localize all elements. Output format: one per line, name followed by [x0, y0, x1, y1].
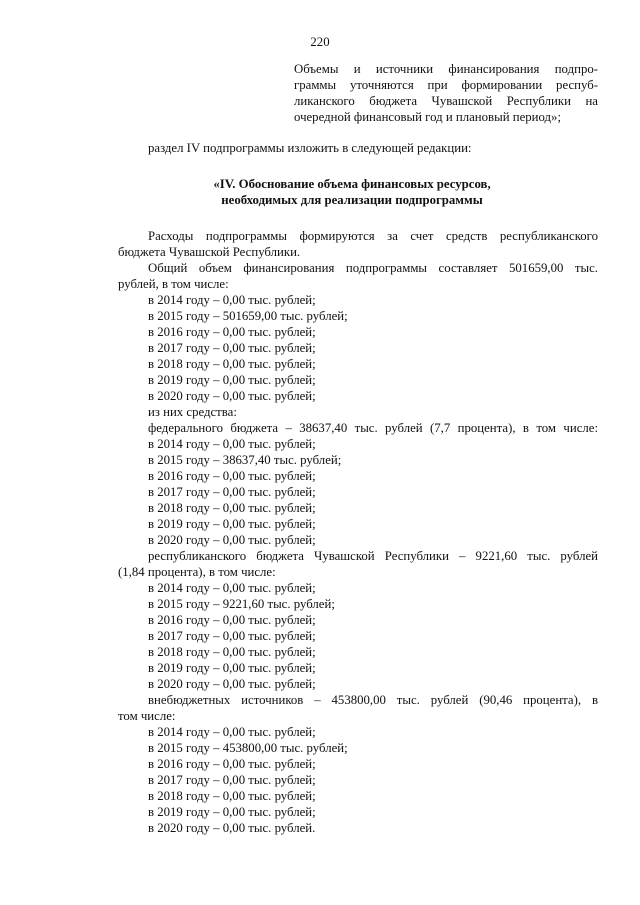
fragment-line: Объемы и источники финансирования подпро-	[294, 62, 598, 76]
of-which-label: из них средства:	[148, 405, 237, 419]
federal-year-item: в 2018 году – 0,00 тыс. рублей;	[148, 501, 316, 515]
republic-year-item: в 2015 году – 9221,60 тыс. рублей;	[148, 597, 335, 611]
extrabudgetary-year-item: в 2014 году – 0,00 тыс. рублей;	[148, 725, 316, 739]
republic-budget-header-line-2: (1,84 процента), в том числе:	[118, 565, 276, 579]
total-year-item: в 2014 году – 0,00 тыс. рублей;	[148, 293, 316, 307]
extrabudgetary-year-item: в 2019 году – 0,00 тыс. рублей;	[148, 805, 316, 819]
republic-year-item: в 2018 году – 0,00 тыс. рублей;	[148, 645, 316, 659]
total-year-item: в 2015 году – 501659,00 тыс. рублей;	[148, 309, 348, 323]
intro-paragraph-1-line-1: Расходы подпрограммы формируются за счет средств республиканского	[148, 229, 598, 243]
intro-paragraph-2-line-1: Общий объем финансирования подпрограммы составляет 501659,00 тыс.	[148, 261, 598, 275]
federal-year-item: в 2019 году – 0,00 тыс. рублей;	[148, 517, 316, 531]
republic-year-item: в 2019 году – 0,00 тыс. рублей;	[148, 661, 316, 675]
fragment-line: ликанского бюджета Чувашской Республики на	[294, 94, 598, 108]
extrabudgetary-year-item: в 2016 году – 0,00 тыс. рублей;	[148, 757, 316, 771]
section-body	[118, 228, 598, 836]
republic-year-item: в 2016 году – 0,00 тыс. рублей;	[148, 613, 316, 627]
total-year-item: в 2019 году – 0,00 тыс. рублей;	[148, 373, 316, 387]
republic-budget-header-line-1: республиканского бюджета Чувашской Республики – 9221,60 тыс. рублей	[148, 549, 598, 563]
fragment-line: очередной финансовый год и плановый период»;	[294, 110, 562, 124]
extrabudgetary-year-item: в 2020 году – 0,00 тыс. рублей.	[148, 821, 316, 835]
page-number: 220	[310, 35, 330, 49]
republic-year-item: в 2017 году – 0,00 тыс. рублей;	[148, 629, 316, 643]
fragment-line: граммы уточняются при формировании респуб-	[294, 78, 598, 92]
republic-year-item: в 2020 году – 0,00 тыс. рублей;	[148, 677, 316, 691]
total-year-item: в 2016 году – 0,00 тыс. рублей;	[148, 325, 316, 339]
federal-year-item: в 2015 году – 38637,40 тыс. рублей;	[148, 453, 342, 467]
extrabudgetary-year-item: в 2015 году – 453800,00 тыс. рублей;	[148, 741, 348, 755]
total-year-item: в 2018 году – 0,00 тыс. рублей;	[148, 357, 316, 371]
federal-budget-header: федерального бюджета – 38637,40 тыс. рублей (7,7 процента), в том числе:	[148, 421, 598, 435]
federal-year-item: в 2017 году – 0,00 тыс. рублей;	[148, 485, 316, 499]
republic-year-item: в 2014 году – 0,00 тыс. рублей;	[148, 581, 316, 595]
extrabudgetary-header-line-2: том числе:	[118, 709, 176, 723]
extrabudgetary-year-item: в 2018 году – 0,00 тыс. рублей;	[148, 789, 316, 803]
intro-paragraph-2-line-2: рублей, в том числе:	[118, 277, 229, 291]
federal-year-item: в 2020 году – 0,00 тыс. рублей;	[148, 533, 316, 547]
amendment-instruction: раздел IV подпрограммы изложить в следующей редакции:	[148, 141, 472, 155]
section-heading-line-2: необходимых для реализации подпрограммы	[221, 193, 483, 207]
previous-section-fragment	[294, 61, 598, 125]
extrabudgetary-header-line-1: внебюджетных источников – 453800,00 тыс. рублей (90,46 процента), в	[148, 693, 598, 707]
section-heading-line-1: «IV. Обоснование объема финансовых ресурсов,	[213, 177, 491, 191]
total-year-item: в 2017 году – 0,00 тыс. рублей;	[148, 341, 316, 355]
extrabudgetary-year-item: в 2017 году – 0,00 тыс. рублей;	[148, 773, 316, 787]
intro-paragraph-1-line-2: бюджета Чувашской Республики.	[118, 245, 301, 259]
federal-year-item: в 2016 году – 0,00 тыс. рублей;	[148, 469, 316, 483]
federal-year-item: в 2014 году – 0,00 тыс. рублей;	[148, 437, 316, 451]
total-year-item: в 2020 году – 0,00 тыс. рублей;	[148, 389, 316, 403]
